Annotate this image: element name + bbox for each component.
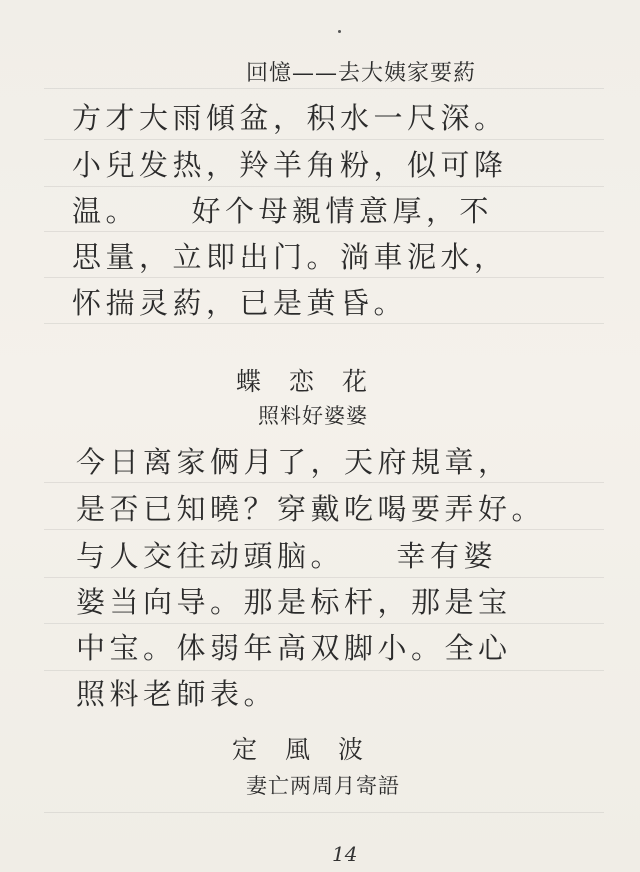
poem-subtitle: 照料好婆婆 — [258, 404, 368, 428]
poem-line: 照料老師表。 — [76, 677, 278, 711]
ruled-line — [44, 277, 604, 278]
ruled-line — [44, 323, 604, 324]
ruled-line — [44, 139, 604, 140]
poem-line: 中宝。体弱年高双脚小。全心 — [76, 631, 512, 665]
poem-title: 定風波 — [232, 735, 392, 764]
poem-line: 方才大雨傾盆，积水一尺深。 — [72, 101, 508, 135]
poem-line: 今日离家俩月了，天府規章， — [76, 445, 512, 479]
ruled-line — [44, 529, 604, 530]
poem-line: 思量，立即出门。淌車泥水， — [72, 240, 508, 274]
poem-subtitle: 妻亡两周月寄語 — [246, 774, 400, 798]
poem-line: 小兒发热，羚羊角粉，似可降 — [72, 148, 508, 182]
ruled-line — [44, 231, 604, 232]
ruled-line — [44, 577, 604, 578]
ruled-line — [44, 812, 604, 813]
ruled-line — [44, 88, 604, 89]
ruled-line — [44, 623, 604, 624]
poem-title: 回憶——去大姨家要葯 — [246, 61, 477, 86]
poem-line: 温。 好个母親情意厚，不 — [72, 194, 494, 228]
page-number: 14 — [332, 842, 358, 866]
ruled-line — [44, 670, 604, 671]
poem-line: 婆当向导。那是标杆，那是宝 — [76, 585, 512, 619]
poem-line: 怀揣灵葯，已是黄昏。 — [72, 286, 408, 320]
ruled-line — [44, 186, 604, 187]
ink-dot — [338, 30, 341, 33]
poem-line: 与人交往动頭脑。 幸有婆 — [76, 539, 498, 573]
poem-line: 是否已知曉？穿戴吃喝要弄好。 — [76, 492, 546, 526]
poem-title: 蝶恋花 — [236, 367, 396, 396]
ruled-line — [44, 482, 604, 483]
